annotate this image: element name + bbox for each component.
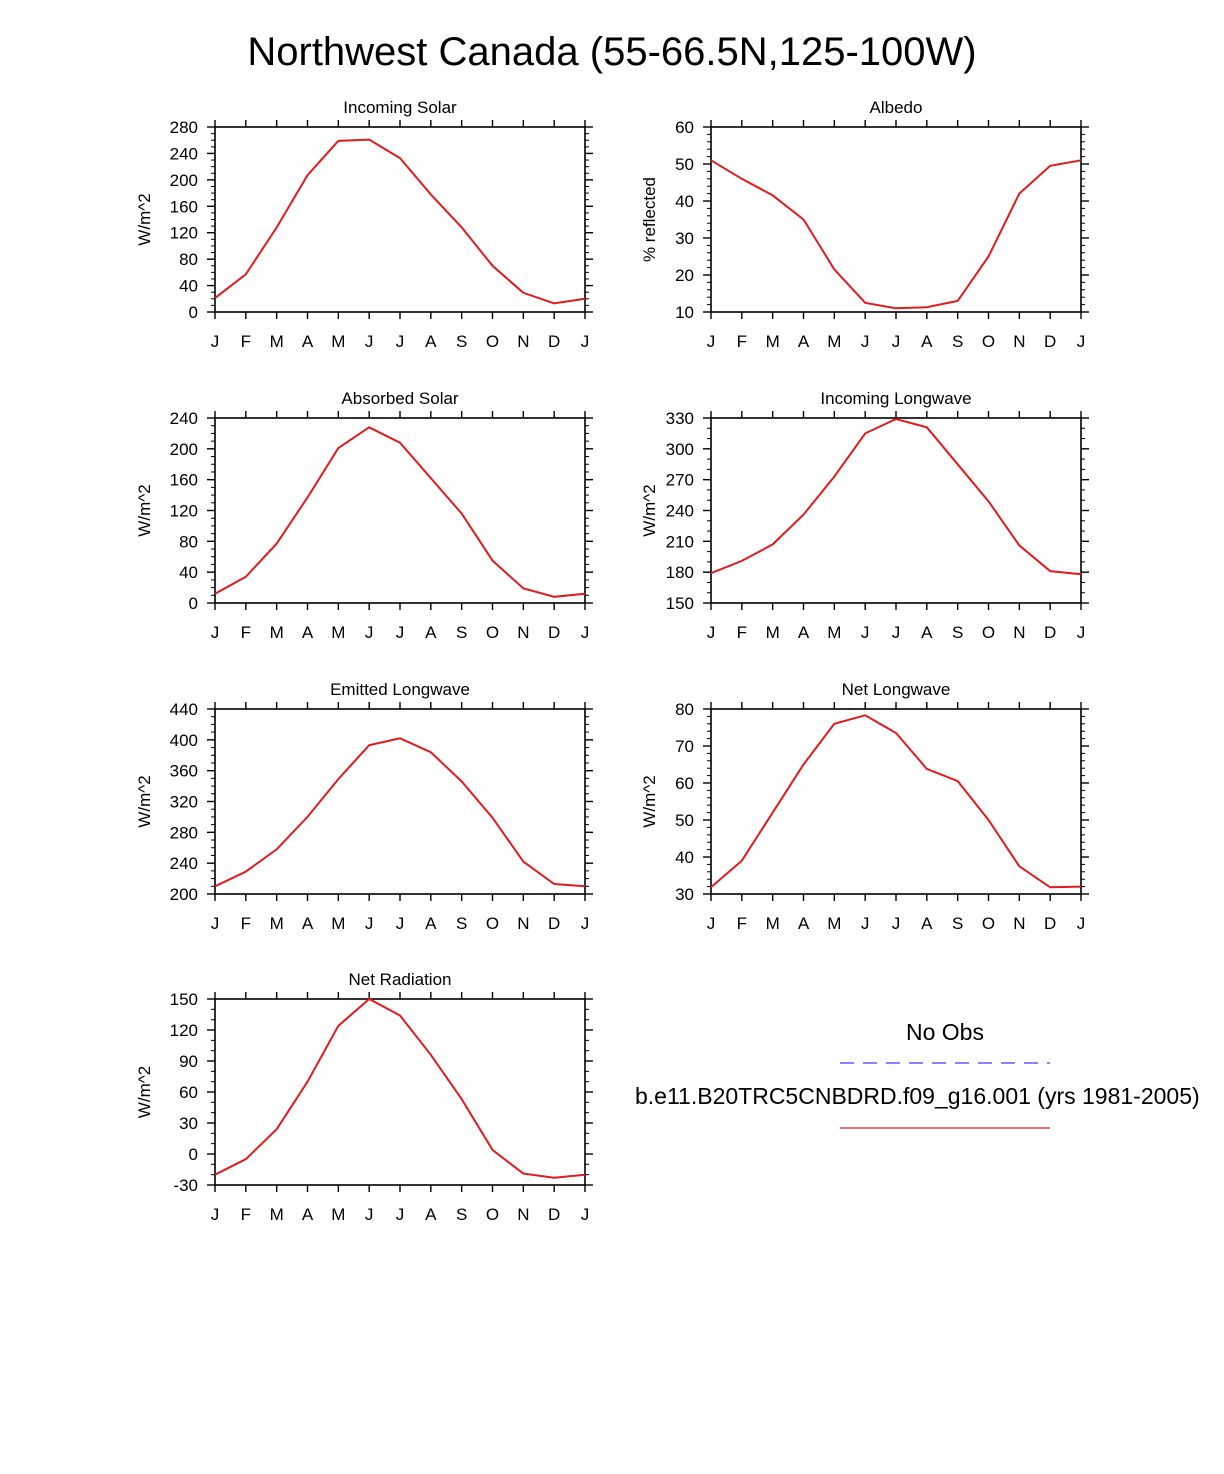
y-tick-label: 180 — [665, 563, 694, 583]
series-line — [215, 427, 585, 597]
x-tick-label: J — [891, 332, 901, 351]
x-tick-label: M — [331, 1205, 346, 1224]
y-tick-label: 150 — [665, 594, 694, 613]
y-tick-label: 60 — [675, 118, 694, 137]
x-tick-label: A — [425, 1205, 437, 1224]
x-tick-label: J — [580, 914, 590, 933]
y-tick-label: 120 — [169, 501, 198, 521]
y-tick-label: 60 — [675, 774, 694, 793]
y-tick-label: 40 — [675, 192, 694, 211]
panel-title: Albedo — [869, 98, 923, 117]
x-tick-label: N — [1013, 623, 1026, 642]
x-tick-label: A — [301, 914, 314, 933]
x-tick-label: D — [1044, 914, 1057, 933]
x-tick-label: S — [951, 914, 964, 933]
series-line — [711, 160, 1081, 308]
panel-title: Incoming Solar — [343, 98, 457, 117]
x-tick-label: M — [827, 332, 842, 351]
x-tick-label: N — [517, 914, 530, 933]
y-tick-label: 240 — [169, 409, 198, 428]
x-tick-label: M — [331, 332, 346, 351]
plot-frame — [711, 709, 1081, 894]
x-tick-label: D — [548, 1205, 561, 1224]
panel-6 — [135, 970, 593, 1224]
x-tick-label: A — [921, 332, 933, 351]
x-tick-label: M — [331, 914, 346, 933]
y-tick-label: 0 — [188, 1145, 198, 1164]
series-line — [711, 419, 1081, 574]
y-tick-label: 70 — [675, 737, 694, 756]
y-tick-label: 400 — [169, 730, 198, 750]
panel-title: Absorbed Solar — [341, 389, 459, 408]
x-tick-label: N — [1013, 332, 1026, 351]
y-axis-label: W/m^2 — [135, 775, 154, 828]
x-tick-label: S — [455, 914, 468, 933]
y-tick-label: 330 — [665, 409, 694, 428]
x-tick-label: J — [364, 623, 374, 642]
x-tick-label: O — [485, 1205, 500, 1224]
x-tick-label: A — [425, 623, 437, 642]
x-tick-label: J — [1076, 623, 1086, 642]
x-tick-label: S — [951, 623, 964, 642]
y-tick-label: 0 — [188, 594, 198, 613]
y-axis-label: W/m^2 — [640, 775, 659, 828]
y-tick-label: 80 — [675, 700, 694, 719]
panel-3 — [640, 389, 1089, 642]
series-line — [215, 140, 585, 304]
y-tick-label: 280 — [169, 118, 198, 137]
x-tick-label: J — [1076, 332, 1086, 351]
y-axis-label: W/m^2 — [135, 484, 154, 537]
x-tick-label: J — [364, 332, 374, 351]
panel-1 — [640, 98, 1089, 351]
x-tick-label: D — [548, 332, 561, 351]
x-tick-label: J — [395, 914, 405, 933]
x-tick-label: F — [240, 1205, 252, 1224]
y-tick-label: 440 — [169, 700, 198, 719]
y-tick-label: 40 — [675, 848, 694, 867]
y-tick-label: 30 — [675, 885, 694, 904]
x-tick-label: A — [301, 332, 314, 351]
x-tick-label: J — [860, 623, 870, 642]
x-tick-label: O — [981, 623, 996, 642]
x-tick-label: M — [269, 914, 284, 933]
y-axis-label: W/m^2 — [135, 193, 154, 246]
y-tick-label: 50 — [675, 155, 694, 174]
y-tick-label: 40 — [179, 276, 198, 296]
panel-title: Incoming Longwave — [820, 389, 972, 408]
y-tick-label: 200 — [169, 170, 198, 190]
x-tick-label: F — [736, 914, 748, 933]
x-tick-label: J — [891, 914, 901, 933]
panel-0 — [135, 98, 593, 351]
x-tick-label: A — [797, 332, 810, 351]
x-tick-label: S — [455, 332, 468, 351]
x-tick-label: J — [706, 914, 716, 933]
x-tick-label: A — [921, 623, 933, 642]
x-tick-label: M — [765, 332, 780, 351]
x-tick-label: J — [210, 1205, 220, 1224]
series-line — [711, 715, 1081, 887]
x-tick-label: O — [485, 332, 500, 351]
legend-obs-label: No Obs — [906, 1019, 984, 1045]
y-tick-label: 20 — [675, 266, 694, 285]
y-tick-label: 120 — [169, 223, 198, 243]
x-tick-label: S — [951, 332, 964, 351]
x-tick-label: J — [860, 332, 870, 351]
x-tick-label: J — [364, 1205, 374, 1224]
y-tick-label: 240 — [665, 501, 694, 521]
y-tick-label: 30 — [179, 1114, 198, 1133]
x-tick-label: A — [797, 914, 810, 933]
plot-frame — [711, 418, 1081, 603]
x-tick-label: J — [860, 914, 870, 933]
y-tick-label: 360 — [169, 761, 198, 781]
x-tick-label: O — [485, 914, 500, 933]
x-tick-label: M — [765, 914, 780, 933]
x-tick-label: S — [455, 623, 468, 642]
x-tick-label: J — [1076, 914, 1086, 933]
y-tick-label: 30 — [675, 229, 694, 248]
x-tick-label: M — [269, 332, 284, 351]
y-axis-label: % reflected — [640, 176, 659, 263]
x-tick-label: A — [921, 914, 933, 933]
y-axis-label: W/m^2 — [640, 484, 659, 537]
x-tick-label: S — [455, 1205, 468, 1224]
x-tick-label: J — [580, 623, 590, 642]
x-tick-label: J — [395, 332, 405, 351]
x-tick-label: F — [240, 914, 252, 933]
plot-frame — [215, 127, 585, 312]
x-tick-label: M — [827, 623, 842, 642]
y-tick-label: 60 — [179, 1083, 198, 1102]
x-tick-label: A — [301, 1205, 314, 1224]
x-tick-label: M — [269, 623, 284, 642]
x-tick-label: M — [827, 914, 842, 933]
x-tick-label: A — [425, 914, 437, 933]
panel-title: Emitted Longwave — [330, 680, 470, 699]
panel-title: Net Longwave — [841, 680, 951, 699]
x-tick-label: J — [395, 1205, 405, 1224]
y-tick-label: 120 — [169, 1021, 198, 1040]
y-tick-label: 240 — [169, 854, 198, 874]
x-tick-label: J — [706, 623, 716, 642]
y-tick-label: 40 — [179, 563, 198, 583]
x-tick-label: A — [301, 623, 314, 642]
y-tick-label: 200 — [169, 885, 198, 904]
x-tick-label: O — [485, 623, 500, 642]
x-tick-label: D — [548, 623, 561, 642]
panel-4 — [135, 680, 593, 933]
series-line — [215, 738, 585, 886]
x-tick-label: J — [580, 1205, 590, 1224]
y-tick-label: 150 — [169, 990, 198, 1009]
panels — [135, 98, 1089, 1224]
y-tick-label: 240 — [169, 144, 198, 164]
x-tick-label: J — [210, 914, 220, 933]
figure-title: Northwest Canada (55-66.5N,125-100W) — [247, 30, 977, 74]
x-tick-label: D — [1044, 332, 1057, 351]
x-tick-label: F — [240, 332, 252, 351]
y-tick-label: 0 — [188, 303, 198, 322]
y-tick-label: 50 — [675, 811, 694, 830]
x-tick-label: A — [797, 623, 810, 642]
panel-5 — [640, 680, 1089, 933]
y-tick-label: 80 — [179, 532, 198, 552]
plot-frame — [215, 418, 585, 603]
y-tick-label: 160 — [169, 197, 198, 217]
x-tick-label: A — [425, 332, 437, 351]
y-tick-label: 280 — [169, 823, 198, 843]
y-tick-label: -30 — [173, 1176, 198, 1195]
panel-2 — [135, 389, 593, 642]
y-tick-label: 90 — [179, 1052, 198, 1071]
x-tick-label: J — [706, 332, 716, 351]
x-tick-label: F — [240, 623, 252, 642]
x-tick-label: D — [548, 914, 561, 933]
x-tick-label: M — [765, 623, 780, 642]
x-tick-label: F — [736, 332, 748, 351]
y-tick-label: 320 — [169, 792, 198, 812]
legend-model-label: b.e11.B20TRC5CNBDRD.f09_g16.001 (yrs 1981-2005) — [635, 1083, 1200, 1109]
x-tick-label: N — [517, 1205, 530, 1224]
plot-frame — [711, 127, 1081, 312]
y-tick-label: 300 — [665, 439, 694, 459]
y-tick-label: 210 — [665, 532, 694, 552]
plot-frame — [215, 999, 585, 1185]
x-tick-label: N — [517, 623, 530, 642]
y-tick-label: 270 — [665, 470, 694, 490]
x-tick-label: M — [269, 1205, 284, 1224]
x-tick-label: J — [891, 623, 901, 642]
legend — [635, 1019, 1200, 1128]
y-tick-label: 10 — [675, 303, 694, 322]
x-tick-label: M — [331, 623, 346, 642]
x-tick-label: N — [1013, 914, 1026, 933]
x-tick-label: D — [1044, 623, 1057, 642]
panel-title: Net Radiation — [348, 970, 452, 989]
x-tick-label: J — [210, 623, 220, 642]
x-tick-label: F — [736, 623, 748, 642]
x-tick-label: J — [580, 332, 590, 351]
y-axis-label: W/m^2 — [135, 1065, 154, 1119]
x-tick-label: O — [981, 332, 996, 351]
x-tick-label: J — [364, 914, 374, 933]
y-tick-label: 200 — [169, 439, 198, 459]
x-tick-label: N — [517, 332, 530, 351]
y-tick-label: 160 — [169, 470, 198, 490]
x-tick-label: J — [210, 332, 220, 351]
x-tick-label: O — [981, 914, 996, 933]
y-tick-label: 80 — [179, 250, 198, 270]
x-tick-label: J — [395, 623, 405, 642]
series-line — [215, 999, 585, 1178]
